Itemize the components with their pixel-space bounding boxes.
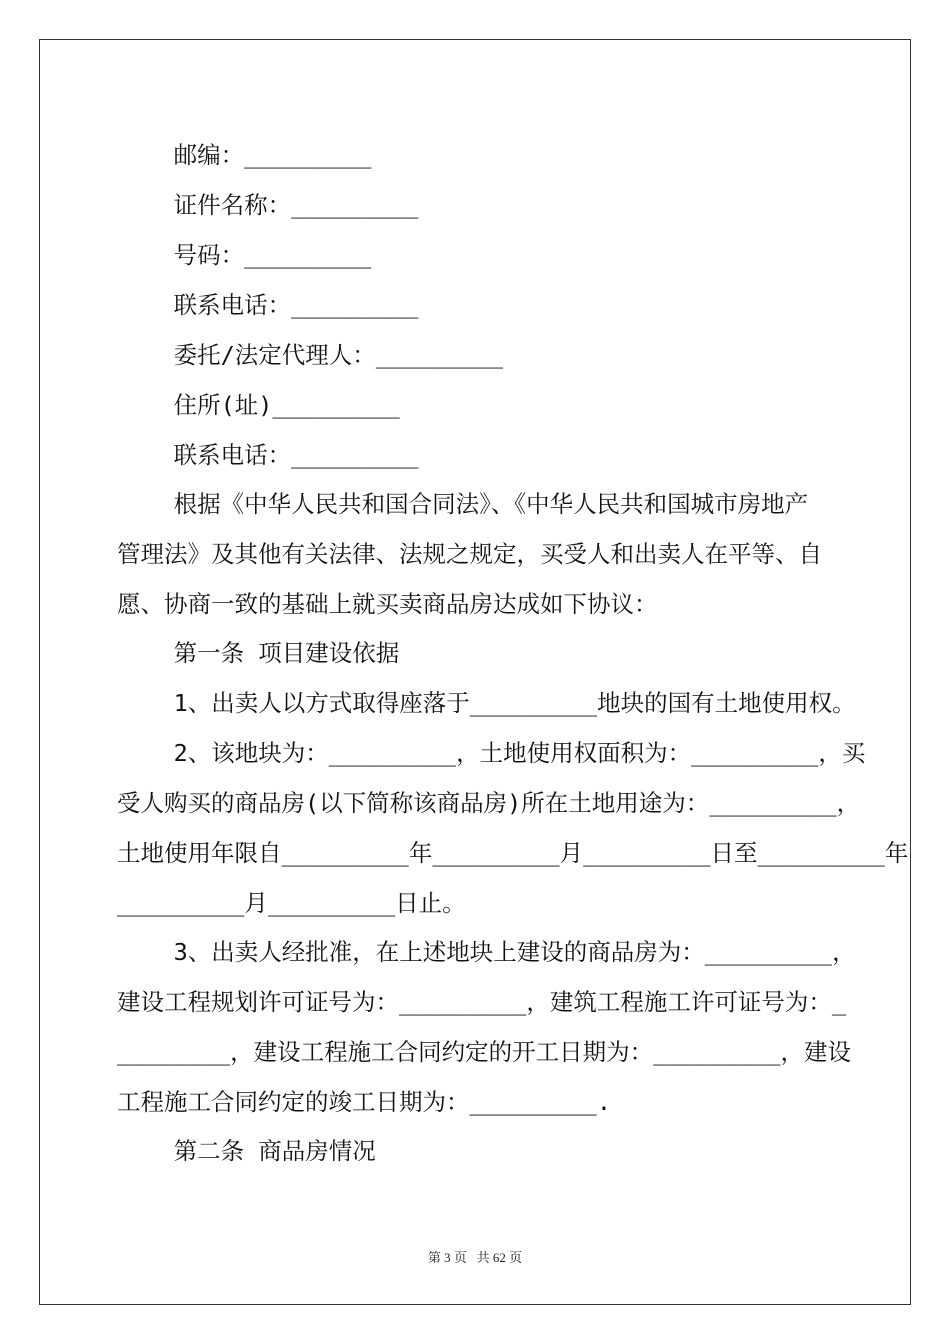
text-line: 联系电话：_________ xyxy=(117,441,419,469)
text-line: 第一条 项目建设依据 xyxy=(117,639,400,667)
page-number: 第 3 页 xyxy=(427,1250,467,1265)
text-line: 住所(址)_________ xyxy=(117,391,400,419)
text-line: 土地使用年限自_________年_________月_________日至_________年 xyxy=(117,839,909,867)
text-line: 邮编：_________ xyxy=(117,141,372,169)
text-line: 工程施工合同约定的竣工日期为：_________. xyxy=(117,1088,611,1116)
text-line: 证件名称：_________ xyxy=(117,191,419,219)
text-line: 2、该地块为：_________，土地使用权面积为：_________，买 xyxy=(117,739,866,767)
text-line: _________月_________日止。 xyxy=(117,889,466,917)
text-line: 号码：_________ xyxy=(117,241,372,269)
text-line: ________，建设工程施工合同约定的开工日期为：_________，建设 xyxy=(117,1038,852,1066)
text-line: 愿、协商一致的基础上就买卖商品房达成如下协议： xyxy=(117,590,658,618)
text-line: 委托/法定代理人：_________ xyxy=(117,341,504,369)
text-line: 1、出卖人以方式取得座落于_________地块的国有土地使用权。 xyxy=(117,689,856,717)
page-total: 共 62 页 xyxy=(476,1250,523,1265)
text-line: 第二条 商品房情况 xyxy=(117,1137,376,1165)
text-line: 根据《中华人民共和国合同法》、《中华人民共和国城市房地产 xyxy=(117,490,809,518)
text-line: 管理法》及其他有关法律、法规之规定，买受人和出卖人在平等、自 xyxy=(117,540,822,568)
text-line: 3、出卖人经批准，在上述地块上建设的商品房为：_________， xyxy=(117,938,856,966)
text-line: 受人购买的商品房(以下简称该商品房)所在土地用途为：_________， xyxy=(117,789,861,817)
page-footer xyxy=(0,1247,950,1266)
text-line: 联系电话：_________ xyxy=(117,291,419,319)
text-line: 建设工程规划许可证号为：_________，建筑工程施工许可证号为：_ xyxy=(117,988,846,1016)
